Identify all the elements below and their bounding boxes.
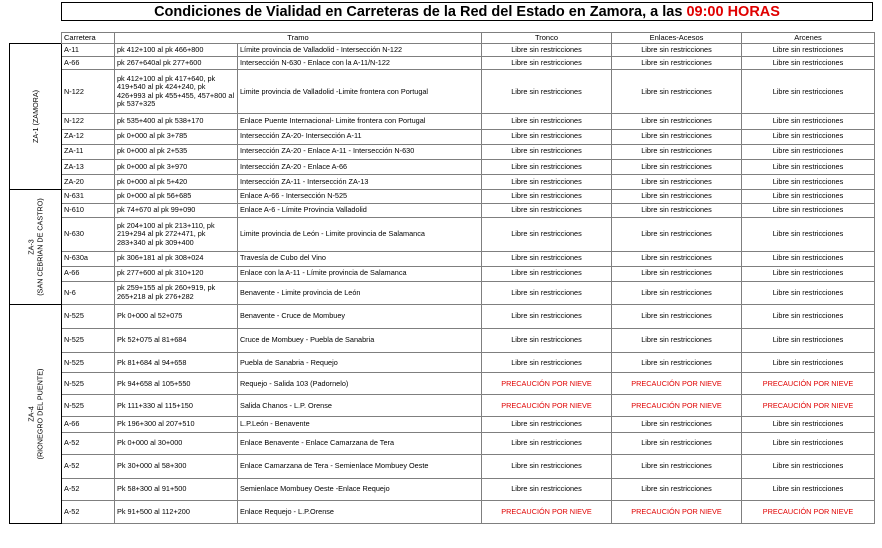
cell-arcenes: Libre sin restricciones (742, 114, 875, 129)
cell-arcenes: Libre sin restricciones (742, 129, 875, 144)
cell-tramo: Benavente - Cruce de Mombuey (238, 305, 482, 329)
table-row (10, 329, 875, 353)
cell-arcenes: Libre sin restricciones (742, 266, 875, 281)
cell-tramo: Intersección ZA-20- Intersección A-11 (238, 129, 482, 144)
cell-enlaces: Libre sin restricciones (612, 57, 742, 70)
cell-tramo: Límite provincia de Valladolid - Intersección N-122 (238, 44, 482, 57)
table-row (10, 266, 875, 281)
cell-tronco: Libre sin restricciones (482, 281, 612, 304)
table-row (10, 44, 875, 57)
zone-label-line: (RIONEGRO DEL PUENTE) (35, 368, 45, 460)
cell-tronco: Libre sin restricciones (482, 190, 612, 204)
cell-enlaces: Libre sin restricciones (612, 251, 742, 266)
cell-tramo: Benavente - Limite provincia de León (238, 281, 482, 304)
cell-pk: pk 267+640al pk 277+600 (115, 57, 238, 70)
cell-pk: pk 0+000 al pk 3+970 (115, 159, 238, 174)
cell-carretera: A-66 (62, 266, 115, 281)
cell-enlaces: Libre sin restricciones (612, 159, 742, 174)
table-row (10, 144, 875, 159)
cell-pk: Pk 196+300 al 207+510 (115, 417, 238, 432)
cell-carretera: N-630 (62, 218, 115, 251)
cell-pk: Pk 94+658 al 105+550 (115, 373, 238, 395)
cell-carretera: N-630a (62, 251, 115, 266)
cell-tronco: Libre sin restricciones (482, 353, 612, 373)
table-row (10, 500, 875, 523)
cell-pk: pk 0+000 al pk 3+785 (115, 129, 238, 144)
cell-enlaces: Libre sin restricciones (612, 353, 742, 373)
cell-enlaces: Libre sin restricciones (612, 70, 742, 114)
header-tramo: Tramo (115, 33, 482, 44)
cell-enlaces: Libre sin restricciones (612, 432, 742, 454)
cell-carretera: ZA-12 (62, 129, 115, 144)
cell-tramo: Intersección N-630 - Enlace con la A-11/N-122 (238, 57, 482, 70)
cell-arcenes: Libre sin restricciones (742, 174, 875, 189)
table-row (10, 251, 875, 266)
table-header-row (10, 33, 875, 44)
title-prefix: Condiciones de Vialidad en Carreteras de la Red del Estado en Zamora, a las (154, 3, 683, 20)
cell-pk: pk 535+400 al pk 538+170 (115, 114, 238, 129)
cell-arcenes: Libre sin restricciones (742, 70, 875, 114)
zone-label-line: ZA-3 (26, 239, 36, 255)
header-tronco: Tronco (482, 33, 612, 44)
cell-tronco: Libre sin restricciones (482, 70, 612, 114)
cell-pk: pk 74+670 al pk 99+090 (115, 204, 238, 218)
cell-carretera: N-525 (62, 329, 115, 353)
cell-carretera: N-525 (62, 305, 115, 329)
cell-arcenes: Libre sin restricciones (742, 204, 875, 218)
cell-tramo: L.P.León - Benavente (238, 417, 482, 432)
cell-carretera: N-122 (62, 114, 115, 129)
cell-tronco: Libre sin restricciones (482, 144, 612, 159)
cell-pk: Pk 111+330 al 115+150 (115, 395, 238, 417)
table-row (10, 190, 875, 204)
cell-carretera: ZA-11 (62, 144, 115, 159)
table-row (10, 114, 875, 129)
cell-tronco: Libre sin restricciones (482, 305, 612, 329)
cell-enlaces: PRECAUCIÓN POR NIEVE (612, 395, 742, 417)
table-row (10, 174, 875, 189)
cell-tramo: Puebla de Sanabria - Requejo (238, 353, 482, 373)
zone-label-line: ZA-4 (26, 406, 36, 422)
table-row (10, 432, 875, 454)
zone-label (27, 369, 45, 460)
cell-tronco: Libre sin restricciones (482, 417, 612, 432)
table-row (10, 305, 875, 329)
cell-pk: pk 412+100 al pk 417+640, pk 419+540 al pk 424+240, pk 426+993 al pk 455+455, 457+800 al pk 537+325 (115, 70, 238, 114)
zone-label-cell (10, 305, 62, 524)
table-row (10, 281, 875, 304)
cell-tronco: Libre sin restricciones (482, 454, 612, 478)
cell-arcenes: Libre sin restricciones (742, 478, 875, 500)
cell-pk: pk 0+000 al pk 5+420 (115, 174, 238, 189)
cell-tramo: Intersección ZA-20 - Enlace A-66 (238, 159, 482, 174)
cell-tramo: Enlace Requejo - L.P.Orense (238, 500, 482, 523)
table-row (10, 454, 875, 478)
cell-enlaces: Libre sin restricciones (612, 204, 742, 218)
page-title (61, 2, 873, 21)
cell-tronco: Libre sin restricciones (482, 114, 612, 129)
cell-carretera: N-525 (62, 373, 115, 395)
cell-carretera: A-11 (62, 44, 115, 57)
cell-tronco: Libre sin restricciones (482, 218, 612, 251)
cell-tronco: Libre sin restricciones (482, 478, 612, 500)
cell-tramo: Enlace A-66 - Intersección N-525 (238, 190, 482, 204)
cell-enlaces: Libre sin restricciones (612, 266, 742, 281)
table-row (10, 218, 875, 251)
cell-arcenes: Libre sin restricciones (742, 281, 875, 304)
cell-pk: Pk 0+000 al 30+000 (115, 432, 238, 454)
cell-arcenes: Libre sin restricciones (742, 329, 875, 353)
cell-enlaces: Libre sin restricciones (612, 454, 742, 478)
table-row (10, 395, 875, 417)
cell-enlaces: PRECAUCIÓN POR NIEVE (612, 500, 742, 523)
cell-carretera: N-610 (62, 204, 115, 218)
cell-carretera: N-6 (62, 281, 115, 304)
cell-pk: pk 0+000 al pk 2+535 (115, 144, 238, 159)
cell-tronco: Libre sin restricciones (482, 129, 612, 144)
cell-tramo: Enlace A-6 - Límite Provincia Valladolid (238, 204, 482, 218)
cell-tramo: Travesía de Cubo del Vino (238, 251, 482, 266)
cell-arcenes: Libre sin restricciones (742, 251, 875, 266)
cell-carretera: N-631 (62, 190, 115, 204)
zone-label-line: (SAN CEBRIAN DE CASTRO) (35, 198, 45, 296)
cell-carretera: ZA-13 (62, 159, 115, 174)
header-arcenes: Arcenes (742, 33, 875, 44)
cell-tronco: PRECAUCIÓN POR NIEVE (482, 373, 612, 395)
cell-tronco: Libre sin restricciones (482, 174, 612, 189)
cell-arcenes: Libre sin restricciones (742, 218, 875, 251)
cell-pk: pk 277+600 al pk 310+120 (115, 266, 238, 281)
road-conditions-table (9, 32, 875, 524)
cell-tramo: Intersección ZA-11 - Intersección ZA-13 (238, 174, 482, 189)
cell-tronco: PRECAUCIÓN POR NIEVE (482, 500, 612, 523)
cell-tronco: Libre sin restricciones (482, 44, 612, 57)
cell-enlaces: Libre sin restricciones (612, 190, 742, 204)
zone-label-cell (10, 190, 62, 305)
cell-pk: Pk 81+684 al 94+658 (115, 353, 238, 373)
cell-carretera: A-66 (62, 417, 115, 432)
cell-pk: pk 306+181 al pk 308+024 (115, 251, 238, 266)
cell-carretera: ZA-20 (62, 174, 115, 189)
cell-pk: pk 0+000 al pk 56+685 (115, 190, 238, 204)
cell-arcenes: Libre sin restricciones (742, 454, 875, 478)
cell-arcenes: Libre sin restricciones (742, 305, 875, 329)
cell-tronco: Libre sin restricciones (482, 57, 612, 70)
cell-tramo: Enlace Camarzana de Tera - Semienlace Mombuey Oeste (238, 454, 482, 478)
cell-pk: Pk 91+500 al 112+200 (115, 500, 238, 523)
cell-enlaces: Libre sin restricciones (612, 281, 742, 304)
table-row (10, 70, 875, 114)
cell-tronco: Libre sin restricciones (482, 432, 612, 454)
cell-pk: pk 204+100 al pk 213+110, pk 219+294 al pk 272+471, pk 283+340 al pk 309+400 (115, 218, 238, 251)
table-row (10, 57, 875, 70)
cell-carretera: A-52 (62, 432, 115, 454)
cell-tronco: Libre sin restricciones (482, 266, 612, 281)
cell-tramo: Enlace Benavente - Enlace Camarzana de Tera (238, 432, 482, 454)
cell-pk: Pk 0+000 al 52+075 (115, 305, 238, 329)
table-row (10, 417, 875, 432)
zone-label (27, 198, 45, 295)
table-row (10, 204, 875, 218)
cell-tronco: Libre sin restricciones (482, 329, 612, 353)
cell-tronco: Libre sin restricciones (482, 159, 612, 174)
cell-enlaces: Libre sin restricciones (612, 329, 742, 353)
zone-label-wrap (10, 190, 61, 304)
cell-enlaces: Libre sin restricciones (612, 114, 742, 129)
cell-arcenes: Libre sin restricciones (742, 432, 875, 454)
cell-tramo: Cruce de Mombuey - Puebla de Sanabria (238, 329, 482, 353)
table-row (10, 159, 875, 174)
cell-arcenes: Libre sin restricciones (742, 159, 875, 174)
cell-arcenes: PRECAUCIÓN POR NIEVE (742, 500, 875, 523)
table-row (10, 373, 875, 395)
cell-arcenes: Libre sin restricciones (742, 57, 875, 70)
cell-arcenes: PRECAUCIÓN POR NIEVE (742, 373, 875, 395)
cell-tramo: Intersección ZA-20 - Enlace A-11 - Intersección N-630 (238, 144, 482, 159)
header-blank-cell (10, 33, 62, 44)
header-enlaces: Enlaces-Acesos (612, 33, 742, 44)
zone-label-wrap (10, 44, 61, 189)
cell-enlaces: Libre sin restricciones (612, 218, 742, 251)
cell-pk: pk 259+155 al pk 260+919, pk 265+218 al pk 276+282 (115, 281, 238, 304)
cell-tronco: Libre sin restricciones (482, 251, 612, 266)
zone-label-cell (10, 44, 62, 190)
cell-enlaces: Libre sin restricciones (612, 174, 742, 189)
cell-tramo: Salida Chanos - L.P. Orense (238, 395, 482, 417)
cell-enlaces: PRECAUCIÓN POR NIEVE (612, 373, 742, 395)
cell-tramo: Requejo - Salida 103 (Padornelo) (238, 373, 482, 395)
zone-label (31, 90, 40, 143)
zone-label-wrap (10, 305, 61, 523)
cell-carretera: N-525 (62, 395, 115, 417)
cell-pk: pk 412+100 al pk 466+800 (115, 44, 238, 57)
cell-carretera: N-122 (62, 70, 115, 114)
cell-carretera: A-52 (62, 500, 115, 523)
header-carretera: Carretera (62, 33, 115, 44)
cell-pk: Pk 52+075 al 81+684 (115, 329, 238, 353)
cell-enlaces: Libre sin restricciones (612, 144, 742, 159)
cell-tramo: Enlace Puente Internacional- Limite frontera con Portugal (238, 114, 482, 129)
cell-tronco: PRECAUCIÓN POR NIEVE (482, 395, 612, 417)
cell-arcenes: Libre sin restricciones (742, 144, 875, 159)
cell-tramo: Enlace con la A-11 - Límite provincia de Salamanca (238, 266, 482, 281)
table-row (10, 353, 875, 373)
cell-tronco: Libre sin restricciones (482, 204, 612, 218)
cell-carretera: A-52 (62, 454, 115, 478)
cell-tramo: Limite provincia de Valladolid -Limite frontera con Portugal (238, 70, 482, 114)
cell-carretera: A-66 (62, 57, 115, 70)
cell-arcenes: Libre sin restricciones (742, 190, 875, 204)
cell-pk: Pk 58+300 al 91+500 (115, 478, 238, 500)
cell-pk: Pk 30+000 al 58+300 (115, 454, 238, 478)
cell-carretera: A-52 (62, 478, 115, 500)
cell-tramo: Semienlace Mombuey Oeste -Enlace Requejo (238, 478, 482, 500)
cell-enlaces: Libre sin restricciones (612, 44, 742, 57)
table-row (10, 129, 875, 144)
table-row (10, 478, 875, 500)
cell-arcenes: Libre sin restricciones (742, 353, 875, 373)
cell-arcenes: Libre sin restricciones (742, 44, 875, 57)
cell-enlaces: Libre sin restricciones (612, 305, 742, 329)
cell-enlaces: Libre sin restricciones (612, 129, 742, 144)
cell-tramo: Limite provincia de León - Limite provincia de Salamanca (238, 218, 482, 251)
cell-arcenes: PRECAUCIÓN POR NIEVE (742, 395, 875, 417)
cell-enlaces: Libre sin restricciones (612, 417, 742, 432)
title-time: 09:00 HORAS (686, 3, 780, 20)
cell-enlaces: Libre sin restricciones (612, 478, 742, 500)
zone-label-line: ZA-1 (ZAMORA) (31, 89, 41, 144)
cell-arcenes: Libre sin restricciones (742, 417, 875, 432)
cell-carretera: N-525 (62, 353, 115, 373)
